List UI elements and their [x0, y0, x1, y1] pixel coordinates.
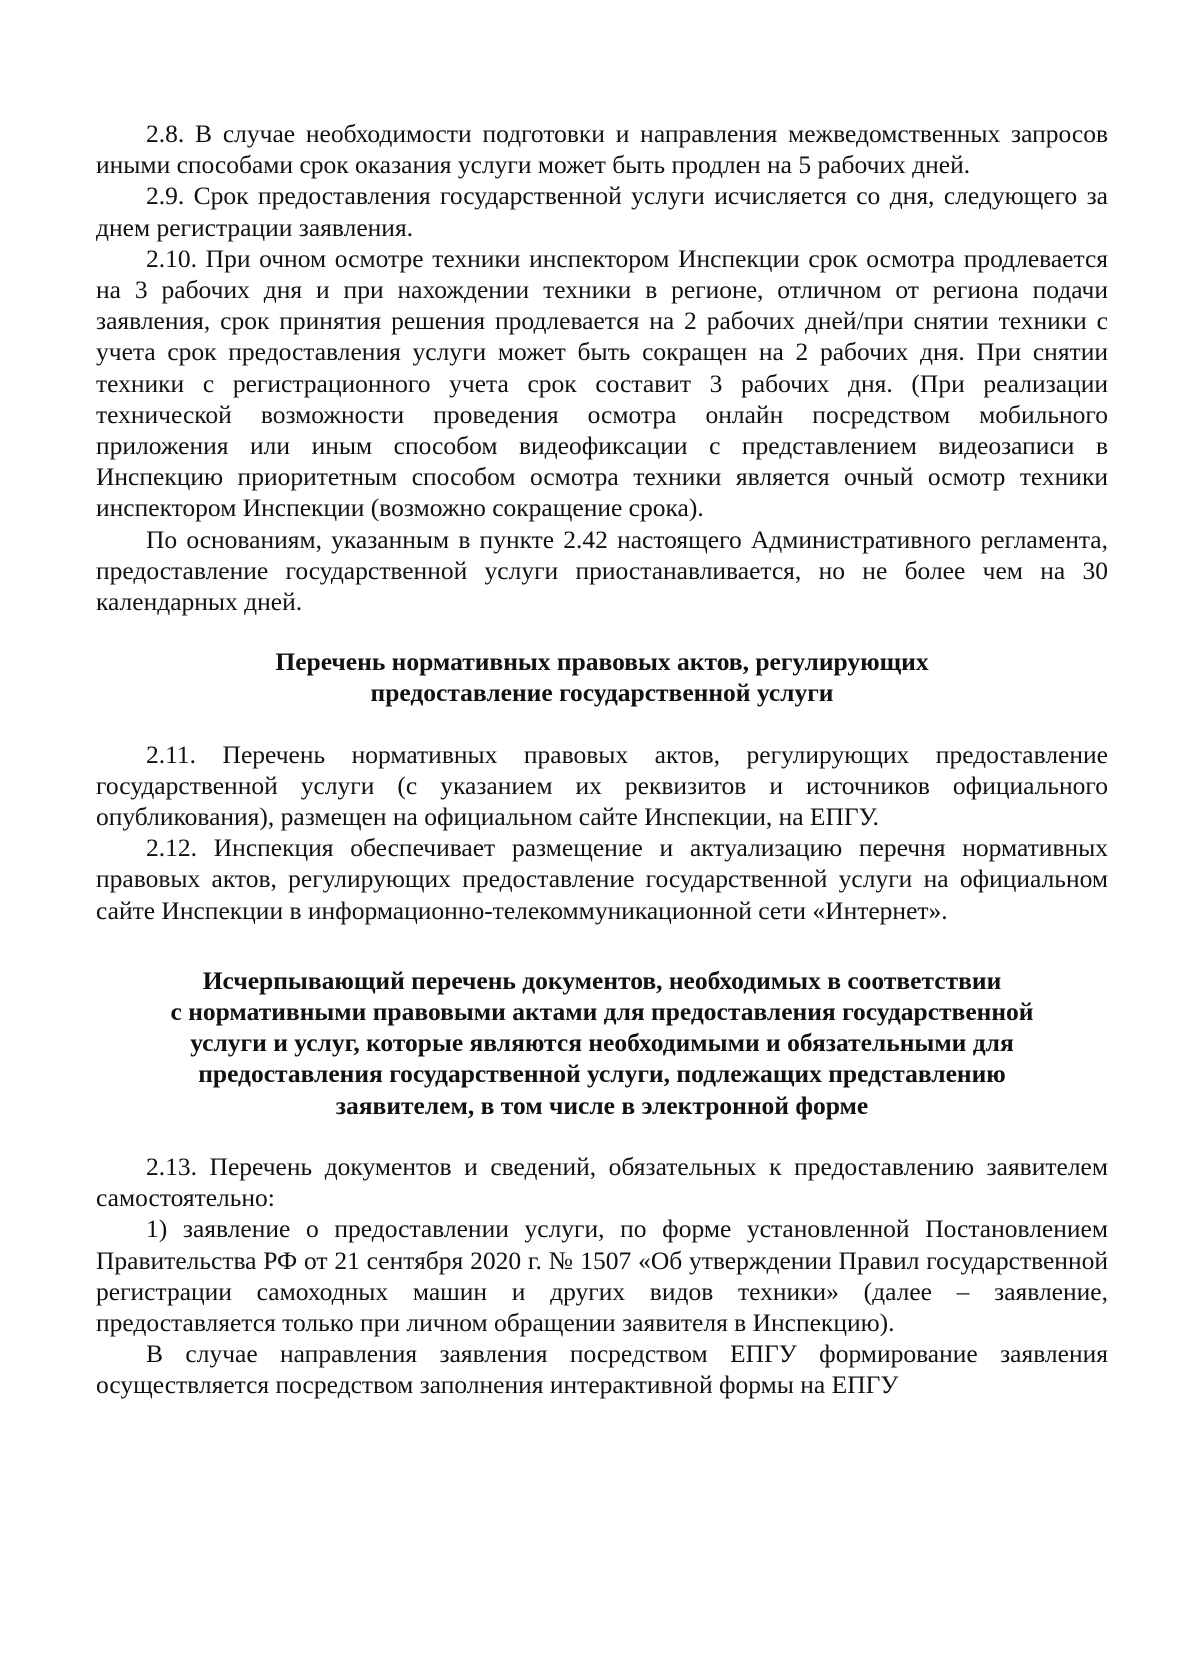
heading-line: предоставление государственной услуги: [370, 678, 834, 708]
heading-line: предоставления государственной услуги, подлежащих представлению: [198, 1059, 1006, 1089]
section-heading-documents: [96, 965, 1108, 1121]
heading-line: услуги и услуг, которые являются необходимыми и обязательными для: [190, 1028, 1014, 1058]
document-page: [96, 118, 1108, 1401]
paragraph-2-13: 2.13. Перечень документов и сведений, обязательных к предоставлению заявителем самостоятельно:: [96, 1151, 1108, 1213]
heading-line: Исчерпывающий перечень документов, необходимых в соответствии: [202, 965, 1002, 995]
heading-line: с нормативными правовыми актами для предоставления государственной: [170, 997, 1034, 1027]
paragraph-2-11: 2.11. Перечень нормативных правовых актов, регулирующих предоставление государственной услуги (с указанием их реквизитов и источников официального опубликования), размещен на официальном сайте Инспекции, на ЕПГУ.: [96, 739, 1108, 832]
paragraph-2-9: 2.9. Срок предоставления государственной услуги исчисляется со дня, следующего за днем регистрации заявления.: [96, 181, 1108, 242]
heading-line: заявителем, в том числе в электронной форме: [335, 1090, 869, 1120]
paragraph-2-10: 2.10. При очном осмотре техники инспектором Инспекции срок осмотра продлевается на 3 рабочих дня и при нахождении техники в регионе, отличном от региона подачи заявления, срок принятия решения продлевается на 2 рабочих дней/при снятии техники с учета срок предоставления услуги может быть сокращен на 2 рабочих дня. При снятии техники с регистрационного учета срок составит 3 рабочих дня. (При реализации технической возможности проведения осмотра онлайн посредством мобильного приложения или иным способом видеофиксации с представлением видеозаписи в Инспекцию приоритетным способом осмотра техники является очный осмотр техники инспектором Инспекции (возможно сокращение срока).: [96, 243, 1108, 523]
list-item-1: 1) заявление о предоставлении услуги, по форме установленной Постановлением Правительства РФ от 21 сентября 2020 г. № 1507 «Об утверждении Правил государственной регистрации самоходных машин и других видов техники» (далее – заявление, предоставляется только при личном обращении заявителя в Инспекцию).: [96, 1214, 1108, 1337]
section-heading-legal-acts: [96, 646, 1108, 708]
paragraph-2-8: 2.8. В случае необходимости подготовки и направления межведомственных запросов иными способами срок оказания услуги может быть продлен на 5 рабочих дней.: [96, 119, 1108, 180]
paragraph-2-12: 2.12. Инспекция обеспечивает размещение и актуализацию перечня нормативных правовых актов, регулирующих предоставление государственной услуги на официальном сайте Инспекции в информационно-телекоммуникационной сети «Интернет».: [96, 833, 1108, 925]
paragraph-suspension: По основаниям, указанным в пункте 2.42 настоящего Административного регламента, предоставление государственной услуги приостанавливается, но не более чем на 30 календарных дней.: [96, 524, 1108, 617]
paragraph-epgu: В случае направления заявления посредством ЕПГУ формирование заявления осуществляется посредством заполнения интерактивной формы на ЕПГУ: [96, 1339, 1108, 1400]
heading-line: Перечень нормативных правовых актов, регулирующих: [275, 647, 929, 677]
